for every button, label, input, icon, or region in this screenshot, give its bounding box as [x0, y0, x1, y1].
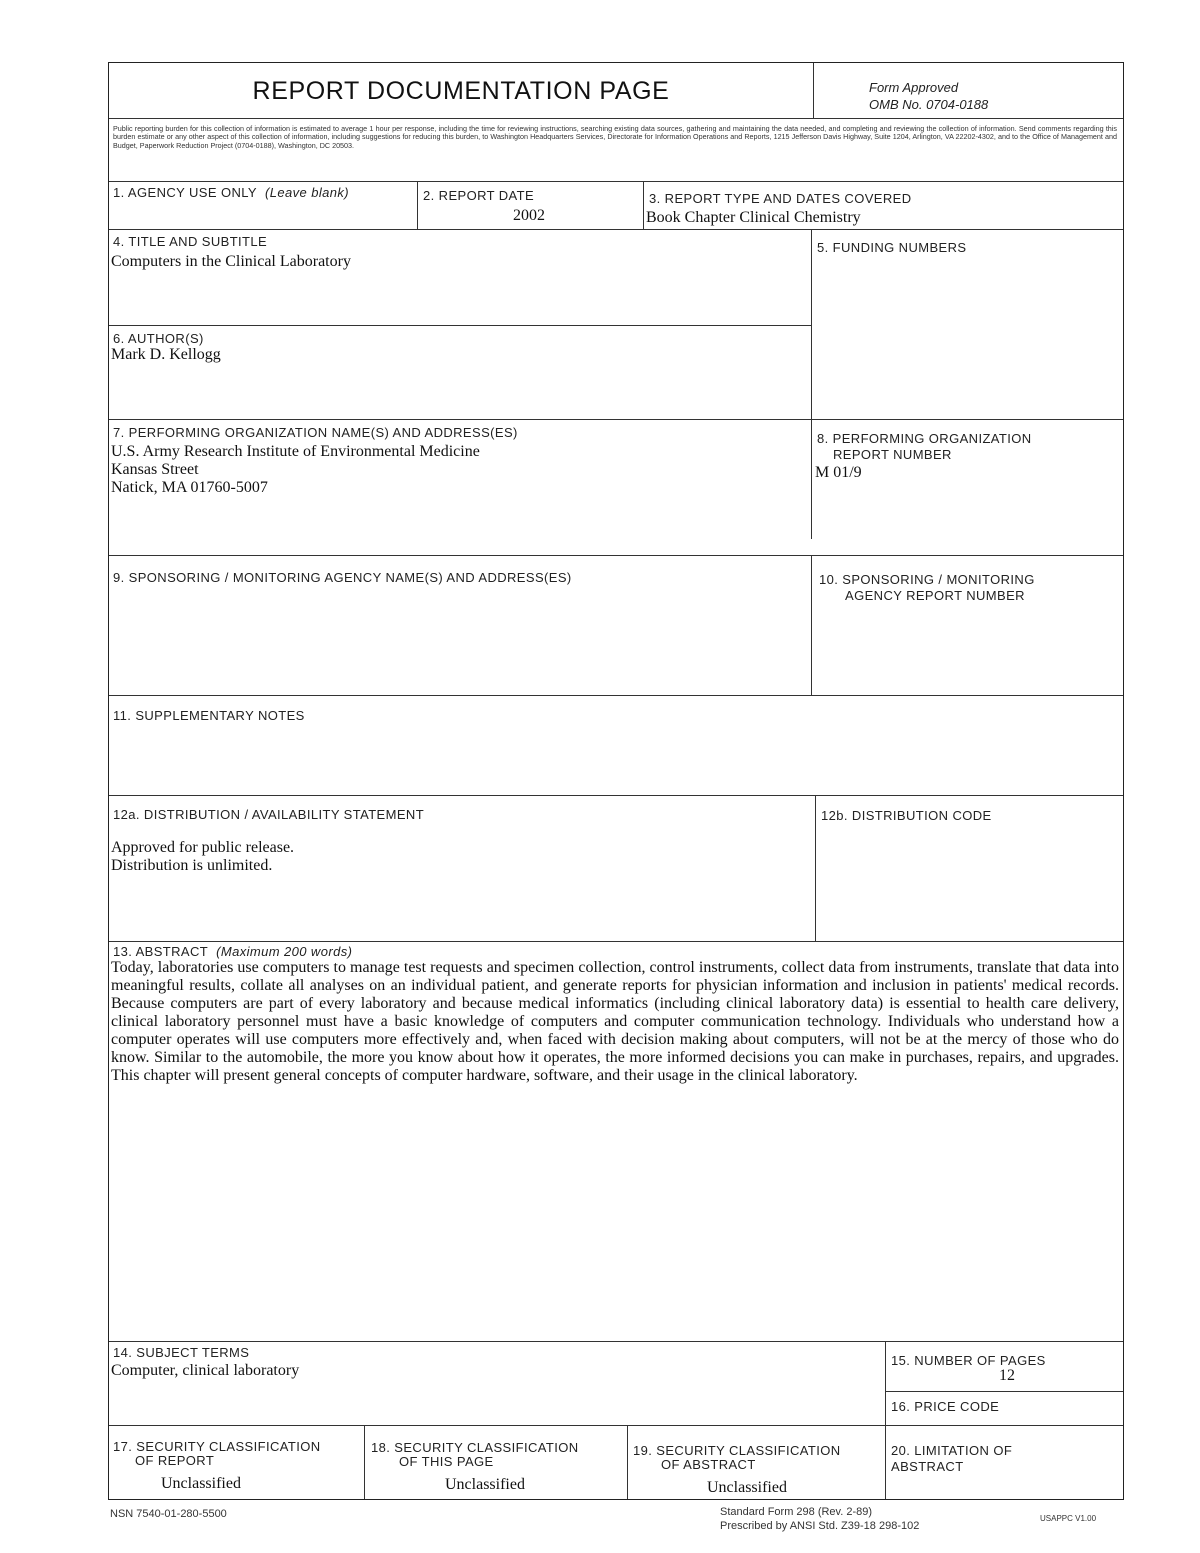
rule-price-top [885, 1391, 1123, 1392]
limitation-label1: 20. LIMITATION OF [891, 1443, 1013, 1458]
agency-use-label [113, 185, 349, 200]
number-of-pages-label: 15. NUMBER OF PAGES [891, 1353, 1046, 1368]
performing-report-label1: 8. PERFORMING ORGANIZATION [817, 431, 1032, 446]
sponsoring-report-label2: AGENCY REPORT NUMBER [845, 588, 1025, 603]
sec-abstract-label1: 19. SECURITY CLASSIFICATION [633, 1443, 841, 1458]
agency-use-hint: (Leave blank) [265, 185, 349, 200]
divider-18-19 [627, 1425, 628, 1499]
authors-label: 6. AUTHOR(S) [113, 331, 204, 346]
sponsoring-agency-label: 9. SPONSORING / MONITORING AGENCY NAME(S) AND ADDRESS(ES) [113, 570, 572, 585]
report-date-label: 2. REPORT DATE [423, 188, 535, 203]
performing-org-label: 7. PERFORMING ORGANIZATION NAME(S) AND ADDRESS(ES) [113, 425, 518, 440]
sec-abstract-label2: OF ABSTRACT [661, 1457, 756, 1472]
sec-report-label2: OF REPORT [135, 1453, 215, 1468]
rule-distribution-top [109, 795, 1123, 796]
supplementary-notes-label: 11. SUPPLEMENTARY NOTES [113, 708, 305, 723]
distribution-line2: Distribution is unlimited. [111, 857, 273, 874]
title-subtitle-value: Computers in the Clinical Laboratory [111, 253, 351, 270]
distribution-line1: Approved for public release. [111, 839, 295, 856]
report-type-value: Book Chapter Clinical Chemistry [646, 209, 861, 226]
burden-statement: Public reporting burden for this collection of information is estimated to average 1 hour per response, including the time for reviewing instructions, searching existing data sources, gathering and maintaining the data needed, and completing and reviewing the collection of information. Send comments regarding this burden estimate or any other aspect of this collection of information, including suggestions for reducing this burden, to Washington Headquarters Services, Directorate for Information Operations and Reports, 1215 Jefferson Davis Highway, Suite 1204, Arlington, VA 22202-4302, and to the Office of Management and Budget, Paperwork Reduction Project (0704-0188), Washington, DC 20503. [113, 124, 1117, 150]
abstract-hint: (Maximum 200 words) [216, 944, 353, 959]
sec-page-value: Unclassified [445, 1476, 525, 1493]
rule-subject-top [109, 1341, 1123, 1342]
omb-approval [869, 79, 988, 113]
distribution-code-label: 12b. DISTRIBUTION CODE [821, 808, 992, 823]
divider-distribution [815, 795, 816, 941]
performing-org-line2: Kansas Street [111, 461, 199, 478]
sec-page-label2: OF THIS PAGE [399, 1454, 494, 1469]
rule-supplementary-top [109, 695, 1123, 696]
sec-report-label1: 17. SECURITY CLASSIFICATION [113, 1439, 321, 1454]
sec-report-value: Unclassified [161, 1475, 241, 1492]
usapc-version: USAPPC V1.00 [1040, 1514, 1097, 1523]
form-title: REPORT DOCUMENTATION PAGE [252, 77, 670, 105]
standard-form-line1: Standard Form 298 (Rev. 2-89) [720, 1506, 873, 1518]
report-documentation-form [108, 62, 1124, 1500]
rule-row1-top [109, 181, 1123, 182]
report-date-value: 2002 [513, 207, 545, 224]
rule-security-top [109, 1425, 1123, 1426]
abstract-label-text: 13. ABSTRACT [113, 944, 209, 959]
rule-row2-top [109, 229, 1123, 230]
approved-line1: Form Approved [869, 80, 959, 95]
performing-org-line1: U.S. Army Research Institute of Environmental Medicine [111, 443, 480, 460]
header-divider [813, 63, 814, 118]
divider-17-18 [364, 1425, 365, 1499]
report-type-label: 3. REPORT TYPE AND DATES COVERED [649, 191, 912, 206]
rule-abstract-top [109, 941, 1123, 942]
performing-org-line3: Natick, MA 01760-5007 [111, 479, 268, 496]
omb-number: OMB No. 0704-0188 [869, 97, 989, 112]
sponsoring-report-label1: 10. SPONSORING / MONITORING [819, 572, 1035, 587]
divider-subject [885, 1341, 886, 1499]
funding-numbers-label: 5. FUNDING NUMBERS [817, 240, 967, 255]
limitation-label2: ABSTRACT [891, 1459, 964, 1474]
sec-abstract-value: Unclassified [707, 1479, 787, 1496]
divider-right-col-a [811, 229, 812, 539]
abstract-text: Today, laboratories use computers to manage test requests and specimen collection, control instruments, collect data from instruments, translate that data into meaningful results, collate all analyses on an individual patient, and generate reports for physician information and inclusion in patients' medical records. Because computers are part of every laboratory and because medical informatics (including clinical laboratory data) is essential to health care delivery, clinical laboratory personnel must have a basic knowledge of computers and computer communication technology. Individuals who understand how a computer operates will use computers more effectively and, when faced with decision making about computers, will not be at the mercy of those who do know. Similar to the automobile, the more you know about how it operates, the more informed decisions you can make in purchases, repairs, and upgrades. This chapter will present general concepts of computer hardware, software, and their usage in the clinical laboratory. [111, 959, 1119, 1084]
abstract-label [113, 944, 352, 959]
divider-1-2 [417, 181, 418, 229]
divider-2-3 [643, 181, 644, 229]
price-code-label: 16. PRICE CODE [891, 1399, 1000, 1414]
nsn-number: NSN 7540-01-280-5500 [110, 1508, 227, 1520]
divider-right-col-b [811, 555, 812, 695]
authors-value: Mark D. Kellogg [111, 346, 221, 363]
distribution-statement-label: 12a. DISTRIBUTION / AVAILABILITY STATEMENT [113, 807, 425, 822]
performing-report-label2: REPORT NUMBER [833, 447, 952, 462]
performing-report-value: M 01/9 [815, 464, 862, 481]
subject-terms-value: Computer, clinical laboratory [111, 1362, 300, 1379]
header-rule [109, 118, 1123, 119]
agency-use-label-text: 1. AGENCY USE ONLY [113, 185, 257, 200]
number-of-pages-value: 12 [999, 1367, 1015, 1384]
rule-sponsoring-top [109, 555, 1123, 556]
subject-terms-label: 14. SUBJECT TERMS [113, 1345, 250, 1360]
sec-page-label1: 18. SECURITY CLASSIFICATION [371, 1440, 579, 1455]
standard-form-line2: Prescribed by ANSI Std. Z39-18 298-102 [720, 1520, 920, 1532]
rule-performing-top [109, 419, 1123, 420]
title-subtitle-label: 4. TITLE AND SUBTITLE [113, 234, 268, 249]
rule-authors-top [109, 325, 811, 326]
